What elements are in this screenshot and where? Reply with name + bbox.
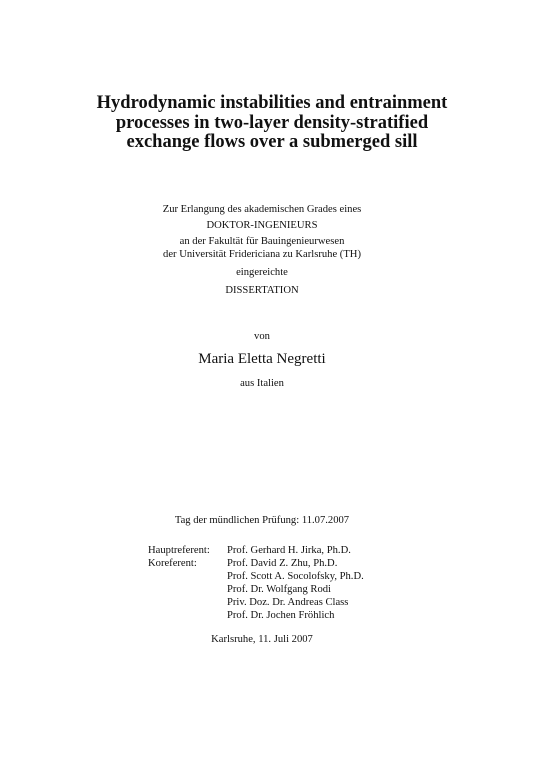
degree-block <box>130 203 394 297</box>
committee-row <box>148 557 364 570</box>
committee-row <box>148 596 364 609</box>
committee-row <box>148 570 364 583</box>
degree-line-2: DOKTOR-INGENIEURS <box>206 220 318 231</box>
degree-line-3: an der Fakultät für Bauingenieurwesen <box>179 236 345 247</box>
title-line-1: Hydrodynamic instabilities and entrainment <box>96 93 448 113</box>
dissertation-title <box>40 94 504 153</box>
degree-line-4: der Universität Fridericiana zu Karlsruhe (TH) <box>163 249 361 260</box>
title-line-2: processes in two-layer density-stratified <box>115 112 429 133</box>
co-referee-name: Prof. David Z. Zhu, Ph.D. <box>227 558 338 569</box>
main-referee-name: Prof. Gerhard H. Jirka, Ph.D. <box>227 545 351 556</box>
co-referee-name: Prof. Dr. Wolfgang Rodi <box>227 584 332 595</box>
co-referee-name: Priv. Doz. Dr. Andreas Class <box>227 597 349 608</box>
exam-date: Tag der mündlichen Prüfung: 11.07.2007 <box>174 515 350 526</box>
co-referee-label: Koreferent: <box>148 558 197 569</box>
committee-block <box>148 544 364 622</box>
title-line-3: exchange flows over a submerged sill <box>126 132 418 152</box>
committee-row <box>148 583 364 596</box>
co-referee-name: Prof. Dr. Jochen Fröhlich <box>227 610 335 621</box>
by-text: von <box>254 331 270 342</box>
committee-row <box>148 609 364 622</box>
co-referee-name: Prof. Scott A. Socolofsky, Ph.D. <box>227 571 364 582</box>
degree-line-6: DISSERTATION <box>225 285 299 296</box>
origin-text: aus Italien <box>240 378 284 389</box>
committee-row <box>148 544 364 557</box>
author-name: Maria Eletta Negretti <box>198 351 326 367</box>
degree-line-5: eingereichte <box>236 267 288 278</box>
place-date: Karlsruhe, 11. Juli 2007 <box>211 634 313 645</box>
degree-line-1: Zur Erlangung des akademischen Grades eines <box>162 204 362 215</box>
main-referee-label: Hauptreferent: <box>148 545 210 556</box>
